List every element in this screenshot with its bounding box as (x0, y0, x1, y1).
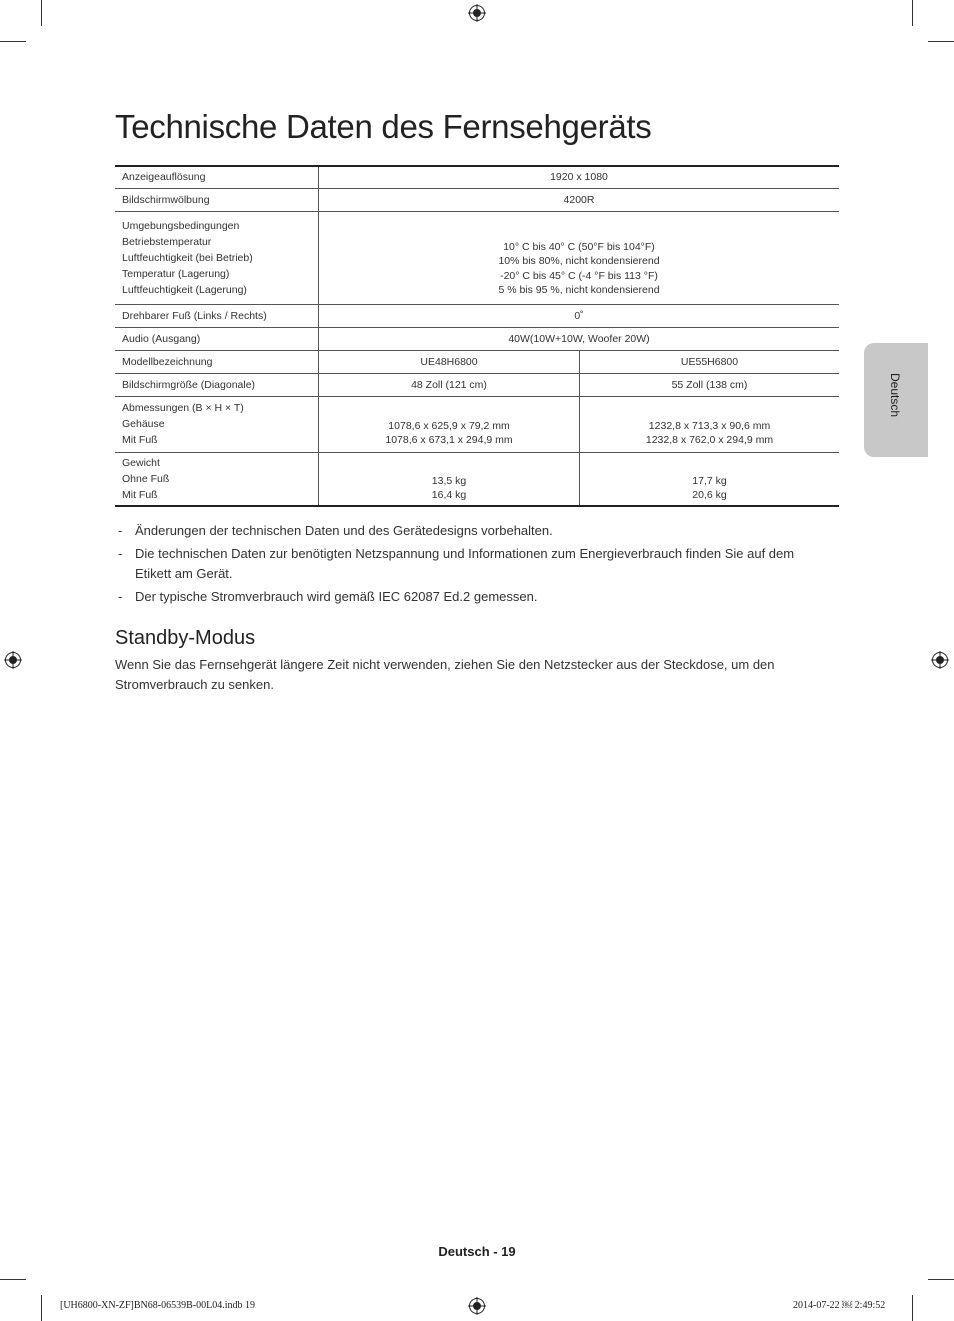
dash-bullet: - (118, 589, 123, 604)
row-label (115, 211, 319, 304)
language-side-tab (864, 343, 928, 457)
print-slug-left: [UH6800-XN-ZF]BN68-06539B-00L04.indb 19 (60, 1300, 255, 1311)
row-label: Modellbezeichnung (115, 350, 319, 373)
row-value-a (319, 452, 580, 506)
row-value-b: UE55H6800 (580, 350, 840, 373)
row-value-a (319, 396, 580, 452)
table-row (115, 452, 839, 506)
note-text: Der typische Stromverbrauch wird gemäß IEC 62087 Ed.2 gemessen. (135, 589, 538, 604)
row-value-a: 48 Zoll (121 cm) (319, 373, 580, 396)
table-row (115, 373, 839, 396)
table-row (115, 188, 839, 211)
row-label: Audio (Ausgang) (115, 327, 319, 350)
value-line: 1078,6 x 673,1 x 294,9 mm (385, 434, 513, 446)
crop-mark (928, 41, 954, 42)
row-value: 40W(10W+10W, Woofer 20W) (319, 327, 840, 350)
value-line: 5 % bis 95 %, nicht kondensierend (498, 284, 660, 296)
row-value: 1920 x 1080 (319, 166, 840, 188)
label-line: Temperatur (Lagerung) (122, 267, 230, 280)
value-line: -20° C bis 45° C (-4 °F bis 113 °F) (500, 269, 658, 282)
row-label: Bildschirmgröße (Diagonale) (115, 373, 319, 396)
crop-mark (41, 0, 42, 26)
row-value: 4200R (319, 188, 840, 211)
row-value-a: UE48H6800 (319, 350, 580, 373)
registration-mark-icon (468, 1297, 486, 1315)
value-line: 1078,6 x 625,9 x 79,2 mm (388, 420, 510, 432)
value-line: 16,4 kg (431, 488, 467, 501)
value-line: 13,5 kg (431, 474, 467, 487)
crop-mark (912, 0, 913, 26)
label-line: Mit Fuß (122, 434, 158, 446)
label-line: Betriebstemperatur (122, 235, 212, 248)
row-label: Anzeigeauflösung (115, 166, 319, 188)
table-row (115, 211, 839, 304)
standby-paragraph: Wenn Sie das Fernsehgerät längere Zeit nicht verwenden, ziehen Sie den Netzstecker aus der Steckdose, um den Stromverbrauch zu senken. (115, 657, 775, 692)
row-label: Drehbarer Fuß (Links / Rechts) (115, 304, 319, 327)
section-heading: Standby-Modus (115, 627, 256, 649)
row-value-b (580, 452, 840, 506)
dash-bullet: - (118, 523, 123, 538)
table-row (115, 350, 839, 373)
label-line: Gehäuse (122, 418, 165, 430)
registration-mark-icon (931, 651, 949, 669)
notes-list (115, 521, 815, 610)
table-row (115, 396, 839, 452)
print-slug-right: 2014-07-22 ￼ 2:49:52 (793, 1300, 886, 1311)
table-row (115, 166, 839, 188)
label-line: Ohne Fuß (122, 472, 170, 485)
label-line: Mit Fuß (122, 488, 158, 501)
note-text: Änderungen der technischen Daten und des Gerätedesigns vorbehalten. (135, 523, 553, 538)
value-line: 10% bis 80%, nicht kondensierend (498, 255, 660, 267)
label-line: Umgebungsbedingungen (122, 219, 240, 232)
value-line: 20,6 kg (692, 488, 727, 501)
value-line: 1232,8 x 762,0 x 294,9 mm (645, 434, 774, 446)
list-item (115, 521, 815, 541)
value-line: 10° C bis 40° C (50°F bis 104°F) (503, 240, 655, 253)
label-line: Luftfeuchtigkeit (bei Betrieb) (122, 251, 253, 264)
table-row (115, 327, 839, 350)
label-line: Abmessungen (B × H × T) (122, 402, 244, 414)
row-label (115, 396, 319, 452)
registration-mark-icon (4, 651, 22, 669)
row-label (115, 452, 319, 506)
page-title: Technische Daten des Fernsehgeräts (115, 108, 652, 145)
list-item (115, 587, 815, 607)
crop-mark (928, 1279, 954, 1280)
dash-bullet: - (118, 546, 123, 561)
value-line: 1232,8 x 713,3 x 90,6 mm (648, 420, 771, 432)
crop-mark (0, 41, 26, 42)
crop-mark (41, 1295, 42, 1321)
spec-table (115, 165, 839, 507)
registration-mark-icon (468, 4, 486, 22)
crop-mark (0, 1279, 26, 1280)
value-line: 17,7 kg (692, 474, 727, 487)
row-label: Bildschirmwölbung (115, 188, 319, 211)
row-value (319, 211, 840, 304)
list-item (115, 544, 815, 584)
crop-mark (912, 1295, 913, 1321)
label-line: Luftfeuchtigkeit (Lagerung) (122, 283, 247, 296)
row-value-b (580, 396, 840, 452)
row-value: 0˚ (319, 304, 840, 327)
row-value-b: 55 Zoll (138 cm) (580, 373, 840, 396)
table-row (115, 304, 839, 327)
label-line: Gewicht (122, 456, 160, 469)
page-number: Deutsch - 19 (438, 1244, 516, 1259)
side-tab-label: Deutsch (888, 373, 902, 418)
note-text: Die technischen Daten zur benötigten Netzspannung und Informationen zum Energieverbrauch finden Sie auf dem Etikett am Gerät. (135, 546, 795, 581)
